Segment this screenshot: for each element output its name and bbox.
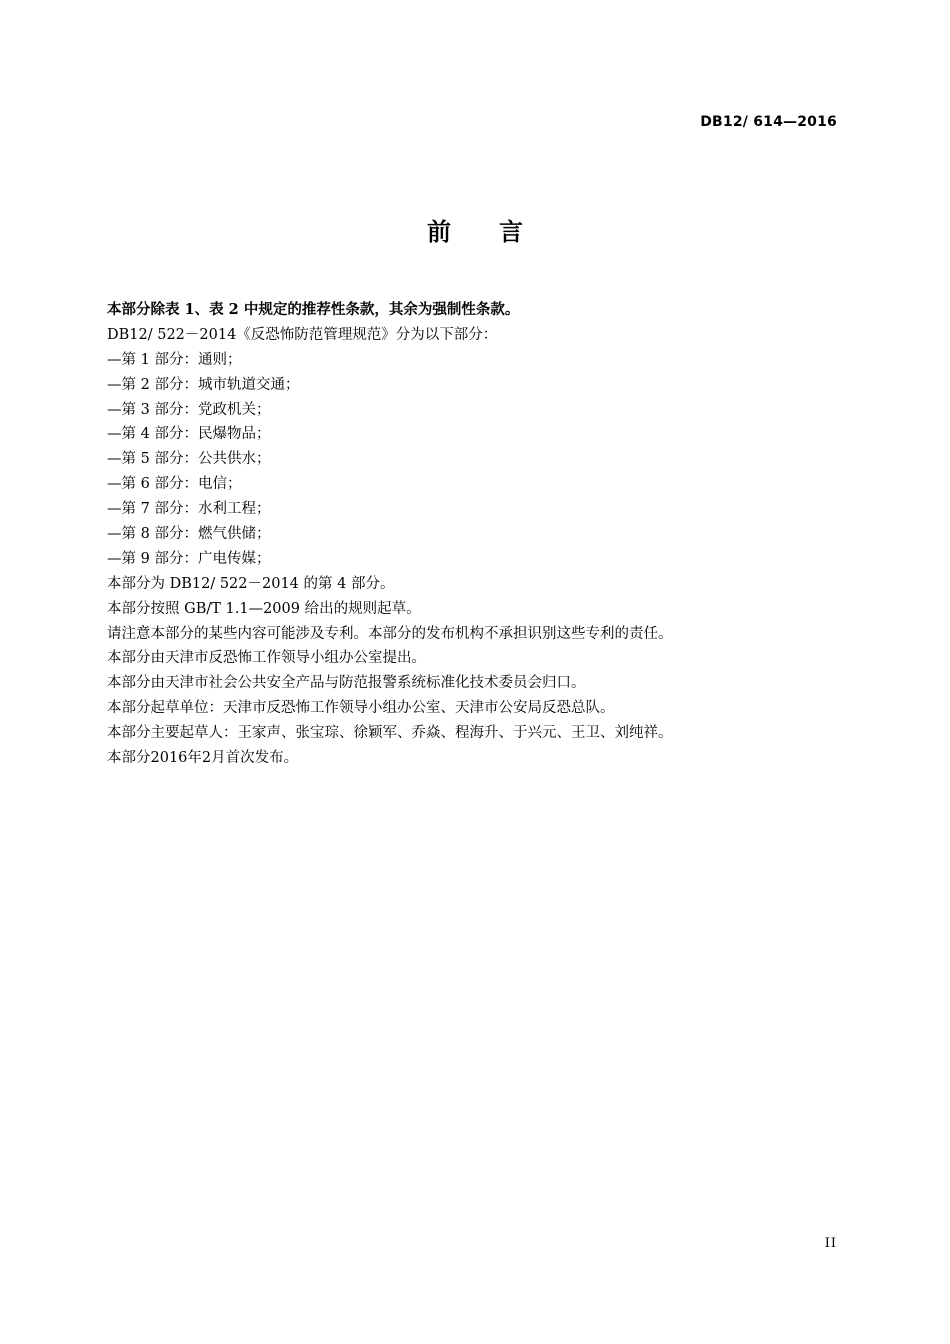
document-code: DB12/ 614—2016 xyxy=(700,114,837,130)
part-number-statement: 本部分为 DB12/ 522－2014 的第 4 部分。 xyxy=(107,575,395,592)
proposer-statement: 本部分由天津市反恐怖工作领导小组办公室提出。 xyxy=(107,650,426,667)
part-list-item: —第 4 部分：民爆物品； xyxy=(107,426,271,443)
part-list-item: —第 5 部分：公共供水； xyxy=(107,451,271,468)
part-list-item: —第 9 部分：广电传媒； xyxy=(107,550,271,567)
title-char-1: 前 xyxy=(427,217,451,246)
part-list-item: —第 8 部分：燃气供储； xyxy=(107,526,271,543)
part-list-item: —第 1 部分：通则； xyxy=(107,351,242,368)
part-list-item: —第 6 部分：电信； xyxy=(107,476,242,493)
title-char-2: 言 xyxy=(499,217,523,246)
drafters-statement: 本部分主要起草人：王家声、张宝琮、徐颖军、乔焱、程海升、于兴元、王卫、刘纯祥。 xyxy=(107,725,673,742)
part-list-item: —第 3 部分：党政机关； xyxy=(107,401,271,418)
drafting-units-statement: 本部分起草单位：天津市反恐怖工作领导小组办公室、天津市公安局反恐总队。 xyxy=(107,700,615,717)
drafting-rules-statement: 本部分按照 GB/T 1.1—2009 给出的规则起草。 xyxy=(107,600,421,617)
standard-parts-intro: DB12/ 522－2014《反恐怖防范管理规范》分为以下部分： xyxy=(107,326,498,343)
centralized-unit-statement: 本部分由天津市社会公共安全产品与防范报警系统标准化技术委员会归口。 xyxy=(107,675,586,692)
mandatory-clause-statement: 本部分除表 1、表 2 中规定的推荐性条款，其余为强制性条款。 xyxy=(107,301,520,318)
patent-notice: 请注意本部分的某些内容可能涉及专利。本部分的发布机构不承担识别这些专利的责任。 xyxy=(107,625,673,642)
part-list-item: —第 2 部分：城市轨道交通； xyxy=(107,376,300,393)
foreword-body xyxy=(107,298,847,771)
part-list-item: —第 7 部分：水利工程； xyxy=(107,501,271,518)
page-title xyxy=(0,212,950,247)
page-number: II xyxy=(824,1236,837,1251)
release-statement: 本部分2016年2月首次发布。 xyxy=(107,750,299,767)
